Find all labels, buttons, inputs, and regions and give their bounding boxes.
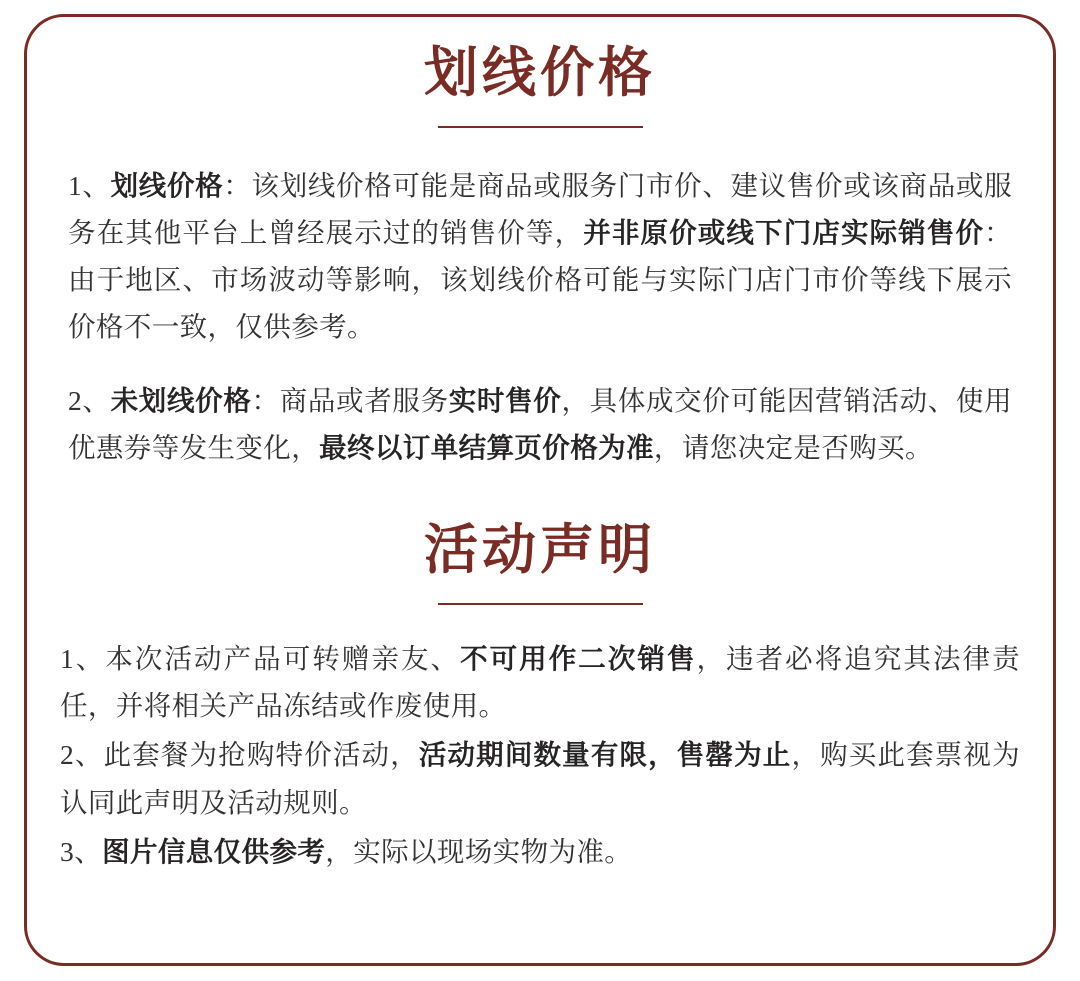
section-title-pricing: 划线价格 <box>424 43 656 103</box>
paragraph-run: ，请您决定是否购买。 <box>653 431 933 463</box>
paragraph <box>60 731 1020 826</box>
paragraph-index: 1、 <box>60 642 106 674</box>
paragraph-index: 1、 <box>68 169 111 201</box>
paragraph-run-bold: 并非原价或线下门店实际销售价 <box>583 216 985 248</box>
paragraph <box>68 377 1012 472</box>
paragraph <box>60 635 1020 730</box>
section-activity <box>60 517 1020 875</box>
paragraph-index: 3、 <box>60 835 103 867</box>
paragraph <box>68 162 1012 351</box>
paragraph-run-bold: 不可用作二次销售 <box>460 642 697 674</box>
paragraph-run: ，具体成交价可能因营销活动、使用优惠券等发生变化， <box>68 384 1013 463</box>
paragraph-run-bold: 实时售价 <box>448 384 562 416</box>
paragraph-run-bold: 最终以订单结算页价格为准 <box>319 431 654 463</box>
paragraph-run: ，购买此套票视为认同此声明及活动规则。 <box>60 739 1020 818</box>
paragraph <box>60 828 1020 875</box>
paragraph-run: ，违者必将追究其法律责任，并将相关产品冻结或作废使用。 <box>60 642 1020 722</box>
notice-content <box>60 40 1020 877</box>
paragraph-lead: 划线价格 <box>110 169 224 201</box>
paragraph-colon: ： <box>251 384 280 416</box>
paragraph-run: ：由于地区、市场波动等影响，该划线价格可能与实际门店门市价等线下展示价格不一致，仅供参考。 <box>68 216 1012 343</box>
paragraph-run-bold: 图片信息仅供参考 <box>102 835 326 867</box>
paragraph-run: 商品或者服务 <box>279 384 449 416</box>
title-divider-activity <box>438 603 643 605</box>
paragraph-colon: ： <box>223 169 252 201</box>
pricing-paragraphs <box>60 162 1020 472</box>
paragraph-index: 2、 <box>68 384 111 416</box>
paragraph-run: 此套餐为抢购特价活动， <box>103 739 419 771</box>
paragraph-run-bold: 活动期间数量有限，售罄为止 <box>418 739 792 771</box>
paragraph-lead: 未划线价格 <box>110 384 252 416</box>
title-divider-pricing <box>438 126 643 128</box>
section-pricing <box>60 40 1020 471</box>
activity-paragraphs <box>60 635 1020 875</box>
paragraph-run: ，实际以现场实物为准。 <box>325 835 633 867</box>
paragraph-run: 该划线价格可能是商品或服务门市价、建议售价或该商品或服务在其他平台上曾经展示过的销售价等， <box>68 169 1012 248</box>
paragraph-run: 本次活动产品可转赠亲友、 <box>105 642 461 674</box>
section-title-activity: 活动声明 <box>424 520 656 581</box>
paragraph-index: 2、 <box>60 739 104 771</box>
